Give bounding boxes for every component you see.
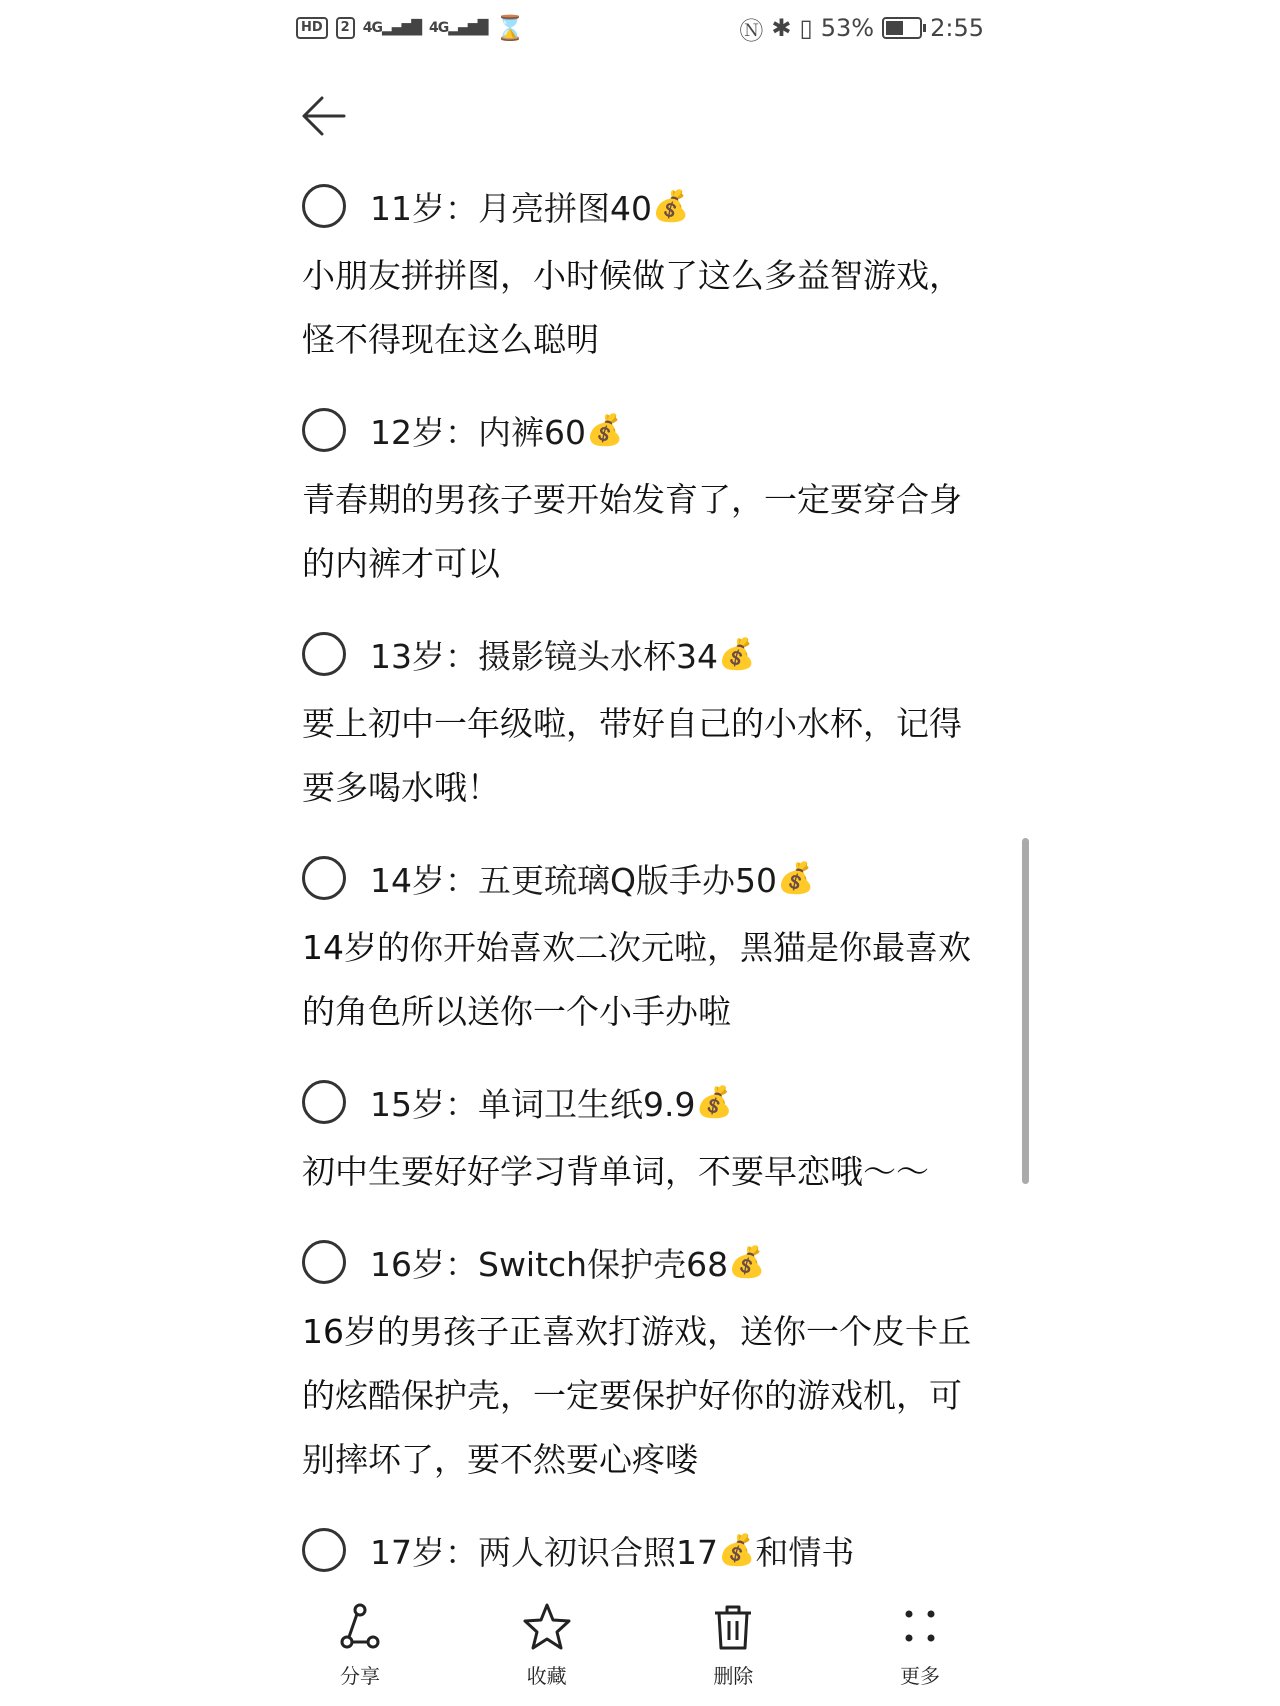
item-title: 14岁：五更琉璃Q版手办50: [370, 860, 777, 900]
sim-badge: 2: [336, 17, 355, 39]
delete-label: 删除: [713, 1664, 754, 1688]
share-button[interactable]: [300, 1600, 420, 1692]
arrow-left-icon: [298, 90, 350, 142]
item-description: 16岁的男孩子正喜欢打游戏，送你一个皮卡丘的炫酷保护壳，一定要保护好你的游戏机，可别摔坏了，要不然要心疼喽: [302, 1312, 971, 1479]
money-bag-icon: 💰: [776, 860, 815, 896]
signal-label: 4G: [429, 20, 449, 36]
item-title: 17岁：两人初识合照17: [370, 1532, 718, 1572]
scrollbar[interactable]: [1022, 838, 1029, 1184]
vibrate-icon: ▯: [799, 14, 813, 42]
status-left: [296, 14, 525, 42]
favorite-label: 收藏: [526, 1664, 567, 1688]
money-bag-icon: 💰: [585, 412, 624, 448]
nfc-icon: Ⓝ: [739, 16, 764, 45]
checkbox[interactable]: [302, 1080, 346, 1124]
list-item-head: [302, 402, 982, 458]
list-item-head: [302, 1074, 982, 1130]
list-item-head: [302, 1522, 982, 1578]
bottom-toolbar: [300, 1600, 980, 1692]
more-label: 更多: [899, 1664, 940, 1688]
favorite-button[interactable]: [487, 1600, 607, 1692]
list-item-head: [302, 626, 982, 682]
item-description: 初中生要好好学习背单词，不要早恋哦～～: [302, 1152, 929, 1191]
item-title: 11岁：月亮拼图40: [370, 188, 652, 228]
more-button[interactable]: [860, 1600, 980, 1692]
list-item: [302, 1074, 982, 1204]
list-item: [302, 1522, 982, 1578]
signal-label: 4G: [362, 20, 382, 36]
item-title: 12岁：内裤60: [370, 412, 586, 452]
more-dots-icon: [893, 1600, 947, 1654]
checkbox[interactable]: [302, 1240, 346, 1284]
money-bag-icon: 💰: [651, 188, 690, 224]
battery-percent: 53%: [820, 14, 875, 42]
checklist: [302, 178, 982, 1608]
share-icon: [333, 1600, 387, 1654]
trash-icon: [706, 1600, 760, 1654]
list-item-head: [302, 1234, 982, 1290]
checkbox[interactable]: [302, 632, 346, 676]
list-item-head: [302, 178, 982, 234]
item-title: 13岁：摄影镜头水杯34: [370, 636, 718, 676]
hd-icon: HD: [296, 17, 328, 39]
star-icon: [520, 1600, 574, 1654]
item-description: 青春期的男孩子要开始发育了，一定要穿合身的内裤才可以: [302, 480, 962, 583]
list-item: [302, 402, 982, 596]
back-button[interactable]: [298, 90, 350, 142]
status-bar: [296, 10, 984, 46]
list-item: [302, 850, 982, 1044]
hourglass-icon: ⌛: [495, 14, 526, 42]
status-right: [739, 11, 984, 46]
item-description: 小朋友拼拼图，小时候做了这么多益智游戏，怪不得现在这么聪明: [302, 256, 962, 359]
money-bag-icon: 💰: [728, 1244, 766, 1280]
share-label: 分享: [340, 1664, 380, 1688]
list-item-head: [302, 850, 982, 906]
checkbox[interactable]: [302, 856, 346, 900]
list-item: [302, 626, 982, 820]
battery-icon: [882, 17, 922, 39]
checkbox[interactable]: [302, 184, 346, 228]
signal-icon: 4G▂▄▆█: [429, 20, 488, 36]
money-bag-icon: 💰: [717, 636, 756, 672]
battery-fill: [886, 21, 903, 35]
item-title: 15岁：单词卫生纸9.9: [370, 1084, 696, 1124]
item-title-suffix: 和情书: [755, 1532, 855, 1572]
delete-button[interactable]: [673, 1600, 793, 1692]
money-bag-icon: 💰: [695, 1084, 733, 1120]
bluetooth-icon: ✱: [771, 14, 792, 42]
money-bag-icon: 💰: [717, 1532, 756, 1568]
item-description: 14岁的你开始喜欢二次元啦，黑猫是你最喜欢的角色所以送你一个小手办啦: [302, 928, 971, 1031]
clock-time: 2:55: [930, 14, 984, 42]
item-description: 要上初中一年级啦，带好自己的小水杯，记得要多喝水哦！: [302, 704, 962, 807]
list-item: [302, 1234, 982, 1492]
signal-icon: 4G▂▄▆█: [362, 20, 422, 36]
item-title: 16岁：Switch保护壳68: [370, 1244, 729, 1284]
list-item: [302, 178, 982, 372]
checkbox[interactable]: [302, 1528, 346, 1572]
checkbox[interactable]: [302, 408, 346, 452]
